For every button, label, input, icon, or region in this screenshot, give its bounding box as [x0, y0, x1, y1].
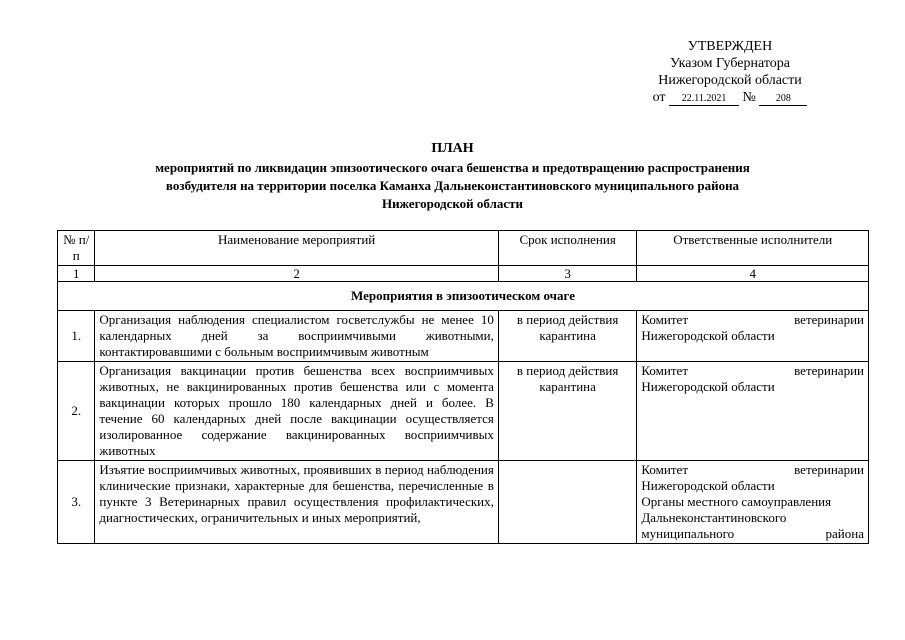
approval-from-label: от — [652, 90, 666, 105]
resp-line — [641, 462, 864, 478]
approval-date-line — [630, 89, 830, 106]
plan-table — [57, 230, 869, 544]
section-row — [58, 282, 869, 311]
row-num: 2. — [58, 362, 95, 461]
row-term — [498, 461, 637, 544]
approval-number-label: № — [742, 90, 756, 105]
resp-word: района — [825, 526, 864, 541]
resp-word: муниципального — [641, 526, 735, 541]
row-name: Изъятие восприимчивых животных, проявивших в период наблюдения клинические признаки, характерные для бешенства, перечисленные в пункте 3 Ветеринарных правил осуществления профилактических, диагностических, ограничительных и иных мероприятий, — [95, 461, 498, 544]
approval-approved: УТВЕРЖДЕН — [687, 39, 773, 54]
row-num: 1. — [58, 311, 95, 362]
title-line-2: возбудителя на территории поселка Каманха Дальнеконстантиновского муниципального района — [165, 178, 740, 193]
resp-line: Дальнеконстантиновского — [641, 510, 787, 525]
row-resp — [637, 461, 869, 544]
approval-region: Нижегородской области — [658, 73, 802, 88]
row-term: в период действия карантина — [498, 362, 637, 461]
document-title — [60, 140, 845, 213]
row-name: Организация вакцинации против бешенства всех восприимчивых животных, не вакцинированных против бешенства или с момента вакцинации которых прошло 180 календарных дней и более. В течение 60 календарных дней после вакцинации осуществляется изолированное содержание вакцинированных восприимчивых животных — [95, 362, 498, 461]
resp-line — [641, 363, 864, 379]
index-cell: 1 — [58, 266, 95, 282]
title-line-3: Нижегородской области — [381, 196, 524, 211]
index-cell: 3 — [498, 266, 637, 282]
resp-line: Нижегородской области — [641, 328, 775, 343]
resp-word: Комитет — [641, 462, 688, 477]
resp-line: Органы местного самоуправления — [641, 494, 832, 509]
title-heading: ПЛАН — [431, 141, 474, 156]
approval-decree: Указом Губернатора — [669, 56, 791, 71]
resp-line — [641, 526, 864, 542]
resp-line: Нижегородской области — [641, 478, 775, 493]
title-line-1: мероприятий по ликвидации эпизоотического очага бешенства и предотвращению распространения — [155, 160, 750, 175]
row-num: 3. — [58, 461, 95, 544]
header-term: Срок исполнения — [498, 231, 637, 266]
header-name: Наименование мероприятий — [95, 231, 498, 266]
header-resp: Ответственные исполнители — [637, 231, 869, 266]
index-cell: 4 — [637, 266, 869, 282]
row-term: в период действия карантина — [498, 311, 637, 362]
resp-word: ветеринарии — [794, 363, 864, 378]
table-row — [58, 311, 869, 362]
header-num: № п/п — [58, 231, 95, 266]
table-row — [58, 362, 869, 461]
row-name: Организация наблюдения специалистом госветслужбы не менее 10 календарных дней за восприимчивыми животными, контактировавшими с больным восприимчивым животным — [95, 311, 498, 362]
index-cell: 2 — [95, 266, 498, 282]
approval-date: 22.11.2021 — [669, 93, 739, 106]
resp-word: ветеринарии — [794, 462, 864, 477]
resp-word: Комитет — [641, 363, 688, 378]
row-resp — [637, 311, 869, 362]
table-row — [58, 461, 869, 544]
resp-word: ветеринарии — [794, 312, 864, 327]
table-index-row — [58, 266, 869, 282]
section-title: Мероприятия в эпизоотическом очаге — [58, 282, 869, 311]
resp-word: Комитет — [641, 312, 688, 327]
resp-line — [641, 312, 864, 328]
approval-number: 208 — [759, 93, 807, 106]
row-resp — [637, 362, 869, 461]
approval-stamp — [630, 38, 830, 106]
table-header-row — [58, 231, 869, 266]
resp-line: Нижегородской области — [641, 379, 775, 394]
